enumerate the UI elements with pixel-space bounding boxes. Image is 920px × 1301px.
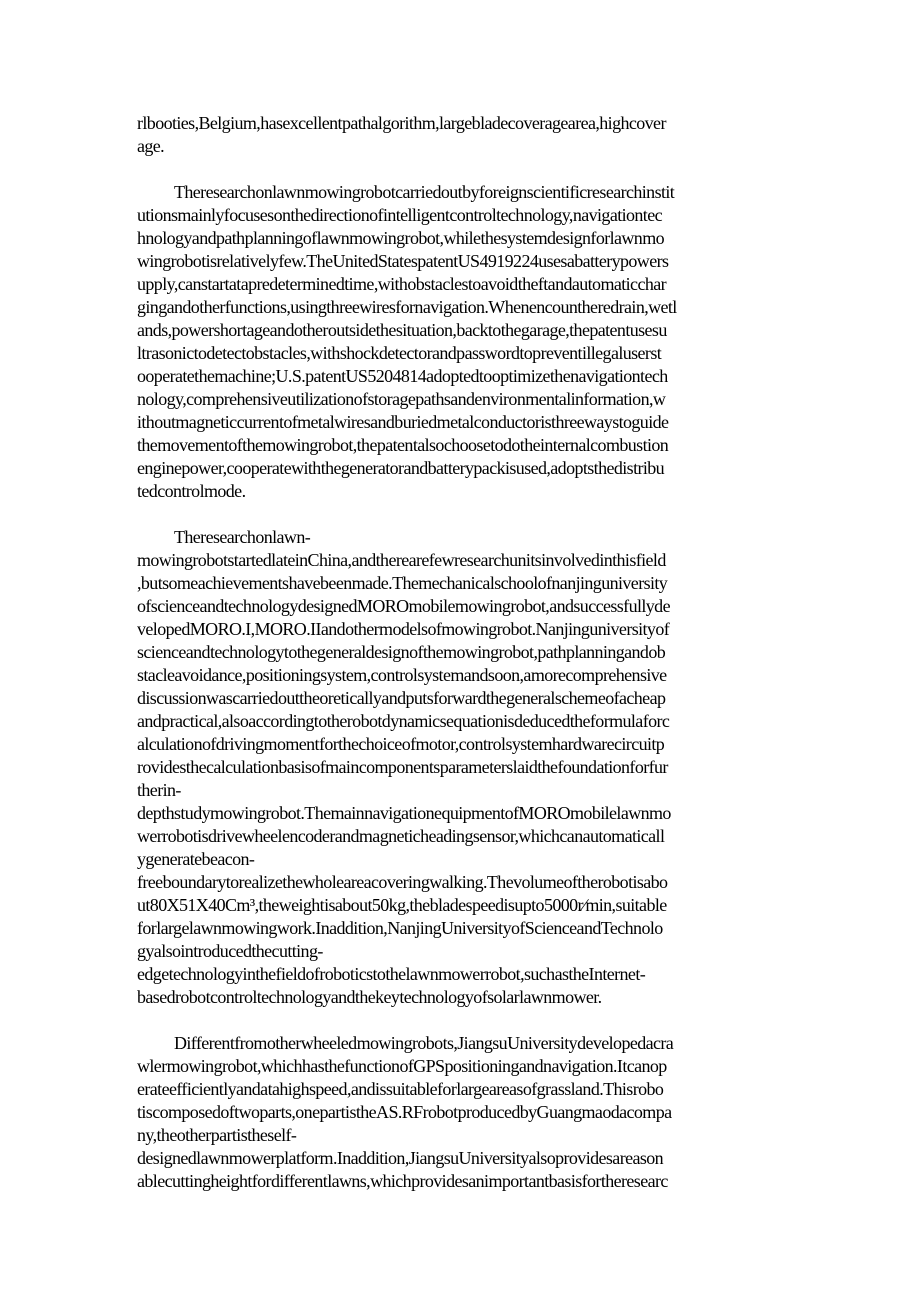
body-paragraph	[137, 1032, 777, 1193]
text-line: depthstudymowingrobot.ThemainnavigationequipmentofMOROmobilelawnmo	[137, 803, 671, 823]
text-line: ltrasonictodetectobstacles,withshockdetectorandpasswordtopreventillegaluserst	[137, 343, 662, 363]
text-line: alculationofdrivingmomentforthechoiceofmotor,controlsystemhardwarecircuitp	[137, 734, 665, 754]
text-line: andpractical,alsoaccordingtotherobotdynamicsequationisdeducedtheformulaforc	[137, 711, 670, 731]
text-line: themovementofthemowingrobot,thepatentalsochoosetodotheinternalcombustion	[137, 435, 669, 455]
text-line: wingrobotisrelativelyfew.TheUnitedStatespatentUS4919224usesabatterypowers	[137, 251, 669, 271]
text-line: ablecuttingheightfordifferentlawns,whichprovidesanimportantbasisfortheresearc	[137, 1171, 668, 1191]
text-line: gyalsointroducedthecutting-	[137, 941, 323, 961]
text-line: discussionwascarriedouttheoreticallyandputsforwardthegeneralschemeofacheap	[137, 688, 666, 708]
body-paragraph	[137, 112, 777, 158]
text-line: rovidesthecalculationbasisofmaincomponentsparameterslaidthefoundationforfur	[137, 757, 668, 777]
text-line: werrobotisdrivewheelencoderandmagneticheadingsensor,whichcanautomaticall	[137, 826, 665, 846]
text-line: ands,powershortageandotheroutsidethesituation,backtothegarage,thepatentusesu	[137, 320, 667, 340]
text-line: wlermowingrobot,whichhasthefunctionofGPSpositioningandnavigation.Itcanop	[137, 1056, 667, 1076]
text-line: enginepower,cooperatewiththegeneratorandbatterypackisused,adoptsthedistribu	[137, 458, 665, 478]
text-line: ofscienceandtechnologydesignedMOROmobilemowingrobot,andsuccessfullyde	[137, 596, 670, 616]
text-line: freeboundarytorealizethewholeareacoveringwalking.Thevolumeoftherobotisabo	[137, 872, 668, 892]
text-line: therin-	[137, 780, 181, 800]
text-line: gingandotherfunctions,usingthreewiresfornavigation.Whenencountheredrain,wetl	[137, 297, 677, 317]
text-line: nology,comprehensiveutilizationofstoragepathsandenvironmentalinformation,w	[137, 389, 666, 409]
text-line: Theresearchonlawnmowingrobotcarriedoutbyforeignscientificresearchinstit	[174, 182, 675, 202]
text-line: Differentfromotherwheeledmowingrobots,JiangsuUniversitydevelopedacra	[174, 1033, 674, 1053]
text-line: age.	[137, 136, 165, 156]
text-line: edgetechnologyinthefieldofroboticstothelawnmowerrobot,suchastheInternet-	[137, 964, 646, 984]
text-line: Theresearchonlawn-	[174, 527, 311, 547]
text-line: erateefficientlyandatahighspeed,andissuitableforlargeareasofgrassland.Thisrobo	[137, 1079, 664, 1099]
text-line: basedrobotcontroltechnologyandthekeytechnologyofsolarlawnmower.	[137, 987, 602, 1007]
text-line: velopedMORO.I,MORO.IIandothermodelsofmowingrobot.Nanjinguniversityof	[137, 619, 670, 639]
text-line: hnologyandpathplanningoflawnmowingrobot,whilethesystemdesignforlawnmo	[137, 228, 665, 248]
body-paragraph	[137, 181, 777, 503]
text-line: tiscomposedoftwoparts,onepartistheAS.RFrobotproducedbyGuangmaodacompa	[137, 1102, 672, 1122]
text-line: utionsmainlyfocusesonthedirectionofintelligentcontroltechnology,navigationtec	[137, 205, 662, 225]
text-line: mowingrobotstartedlateinChina,andtherearefewresearchunitsinvolvedinthisfield	[137, 550, 666, 570]
text-line: ny,theotherpartistheself-	[137, 1125, 297, 1145]
text-line: ooperatethemachine;U.S.patentUS5204814adoptedtooptimizethenavigationtech	[137, 366, 668, 386]
text-line: tedcontrolmode.	[137, 481, 246, 501]
text-line: ,butsomeachievementshavebeenmade.Themechanicalschoolofnanjinguniversity	[137, 573, 668, 593]
text-line: designedlawnmowerplatform.Inaddition,JiangsuUniversityalsoprovidesareason	[137, 1148, 664, 1168]
text-line: upply,canstartatapredeterminedtime,withobstaclestoavoidtheftandautomaticchar	[137, 274, 667, 294]
document-page	[137, 112, 777, 1216]
text-line: stacleavoidance,positioningsystem,controlsystemandsoon,amorecomprehensive	[137, 665, 667, 685]
text-line: ut80X51X40Cm³,theweightisabout50kg,thebladespeedisupto5000r∕min,suitable	[137, 895, 667, 915]
text-line: ithoutmagneticcurrentofmetalwiresandburiedmetalconductoristhreewaystoguide	[137, 412, 669, 432]
body-paragraph	[137, 526, 777, 1009]
text-line: rlbooties,Belgium,hasexcellentpathalgorithm,largebladecoveragearea,highcover	[137, 113, 666, 133]
text-line: scienceandtechnologytothegeneraldesignofthemowingrobot,pathplanningandob	[137, 642, 666, 662]
text-line: forlargelawnmowingwork.Inaddition,NanjingUniversityofScienceandTechnolo	[137, 918, 663, 938]
text-line: ygeneratebeacon-	[137, 849, 255, 869]
